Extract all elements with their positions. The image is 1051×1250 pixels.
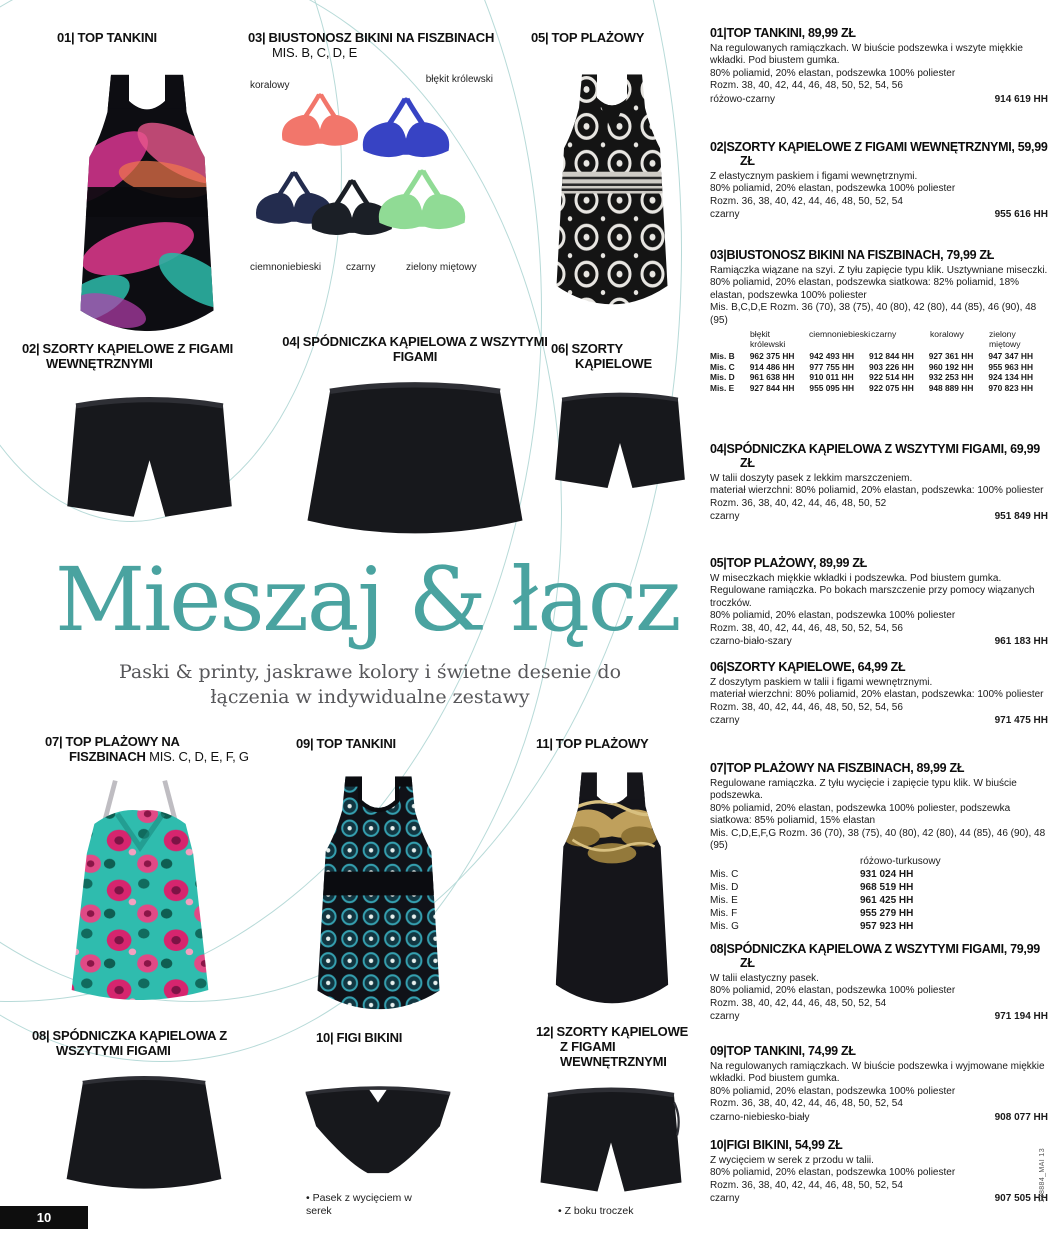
item-code: 960 192 HH xyxy=(928,361,974,372)
item-code: 948 889 HH xyxy=(928,382,974,393)
item-code: 977 755 HH xyxy=(809,361,855,372)
color-column-header: zielony miętowy xyxy=(989,329,1021,349)
item-code: 955 095 HH xyxy=(809,382,855,393)
detail-title: 10|FIGI BIKINI, 54,99 ZŁ xyxy=(710,1138,843,1152)
size-table-row xyxy=(710,383,1048,394)
product-label-11 xyxy=(536,736,696,751)
product-title: TOP PLAŻOWY xyxy=(551,30,645,45)
product-title: TOP PLAŻOWY NA FISZBINACH xyxy=(65,734,180,764)
product-title: BIUSTONOSZ BIKINI NA FISZBINACH xyxy=(268,30,495,45)
detail-text: Rozm. 36, 38, 40, 42, 44, 46, 48, 50, 52, 54 xyxy=(710,195,903,207)
cup-size-code-table xyxy=(710,855,1048,933)
product-figure-12 xyxy=(536,1024,696,1218)
item-code: 947 347 HH xyxy=(988,351,1034,362)
product-label-02 xyxy=(22,341,242,371)
detail-text: Regulowane ramiączka. Z tyłu wycięcie i zapięcie typu klik. W biuście podszewka. xyxy=(710,778,1017,802)
detail-item-06 xyxy=(710,660,1048,727)
color-code-row xyxy=(710,510,1048,523)
detail-item-01 xyxy=(710,26,1048,106)
item-code: 922 075 HH xyxy=(869,382,914,393)
item-code: 962 375 HH xyxy=(749,351,795,362)
product-label-09 xyxy=(296,736,468,751)
color-name: czarno-biało-szary xyxy=(710,636,792,648)
detail-title: 02|SZORTY KĄPIELOWE Z FIGAMI WEWNĘTRZNYMI, 59,99 ZŁ xyxy=(710,140,1048,168)
product-number: 08| xyxy=(32,1028,50,1043)
product-title: TOP PLAŻOWY xyxy=(555,736,649,751)
detail-text: W talii elastyczny pasek. xyxy=(710,973,819,984)
detail-text: W talii doszyty pasek z lekkim marszczeniem. xyxy=(710,473,913,484)
bikini-top-image-blekit-krolewski xyxy=(354,96,458,171)
product-label-10 xyxy=(316,1030,474,1045)
item-code: 942 493 HH xyxy=(809,351,855,362)
detail-title: 08|SPÓDNICZKA KĄPIELOWA Z WSZYTYMI FIGAMI, 79,99 ZŁ xyxy=(710,942,1040,970)
detail-text: W miseczkach miękkie wkładki i podszewka. Pod biustem gumka. Regulowane ramiączka. Po bokach marszczenie przy pomocy wiązanych troczków. xyxy=(710,573,1035,609)
detail-title: 07|TOP PLAŻOWY NA FISZBINACH, 89,99 ZŁ xyxy=(710,761,965,775)
product-number: 09| xyxy=(296,736,314,751)
color-code-row xyxy=(710,714,1048,727)
color-name: czarny xyxy=(710,1193,740,1205)
color-column-header: błękit królewski xyxy=(750,329,786,349)
bikini-top-image-zielony-mietowy xyxy=(370,168,474,243)
product-title: SPÓDNICZKA KĄPIELOWA Z WSZYTYMI FIGAMI xyxy=(302,334,548,364)
product-title: SZORTY KĄPIELOWE Z FIGAMI WEWNĘTRZNYMI xyxy=(556,1024,689,1069)
color-label-koralowy: koralowy xyxy=(250,80,290,91)
color-label-blekit-krolewski: błękit królewski xyxy=(425,74,493,85)
product-figure-02 xyxy=(22,341,242,523)
bikini-top-image-koralowy xyxy=(274,92,366,158)
color-code-row xyxy=(710,208,1048,221)
product-label-01 xyxy=(57,30,242,45)
item-code: 903 226 HH xyxy=(869,361,914,372)
product-number: 06| xyxy=(551,341,569,356)
color-name-header: różowo-turkusowy xyxy=(860,856,941,868)
swim-shorts-image xyxy=(62,385,237,523)
swim-skirt-image xyxy=(54,1070,234,1195)
color-name: czarno-niebiesko-biały xyxy=(710,1111,810,1123)
product-figure-09 xyxy=(296,736,468,1011)
item-code: 961 183 HH xyxy=(994,636,1048,648)
detail-text: 80% poliamid, 20% elastan, podszewka 100% poliester xyxy=(710,1085,956,1097)
item-code: 912 844 HH xyxy=(869,351,914,362)
item-code: 955 963 HH xyxy=(988,361,1034,372)
detail-title: 01|TOP TANKINI, 89,99 ZŁ xyxy=(710,26,856,40)
product-number: 03| xyxy=(248,30,266,45)
color-name: czarny xyxy=(710,1011,740,1023)
color-code-row xyxy=(710,1192,1048,1205)
detail-text: 80% poliamid, 20% elastan, podszewka 100% poliester, podszewka siatkowa: 85% poliamid, 15% elastan xyxy=(710,802,1011,827)
product-figure-06 xyxy=(551,341,696,493)
detail-title: 09|TOP TANKINI, 74,99 ZŁ xyxy=(710,1044,856,1058)
color-name: czarny xyxy=(710,715,740,727)
detail-text: Rozm. 36, 38, 40, 42, 44, 46, 48, 50, 52, 54 xyxy=(710,1179,903,1191)
product-number: 02| xyxy=(22,341,40,356)
color-code-row xyxy=(710,1010,1048,1023)
item-code: 914 619 HH xyxy=(994,93,1048,105)
item-code: 927 361 HH xyxy=(928,351,974,362)
item-code: 910 011 HH xyxy=(809,372,854,383)
item-code: 907 505 HH xyxy=(994,1193,1048,1205)
product-label-08 xyxy=(32,1028,244,1058)
cup-size-row xyxy=(710,920,1048,933)
color-column-header: czarny xyxy=(871,329,897,340)
swim-shorts-image xyxy=(536,1077,686,1197)
detail-text: Rozm. 36, 38, 40, 42, 44, 46, 48, 50, 52 xyxy=(710,497,887,509)
item-code: 955 279 HH xyxy=(860,908,914,920)
product-label-06 xyxy=(551,341,696,371)
product-sizes: MIS. C, D, E, F, G xyxy=(149,749,249,764)
item-code: 932 253 HH xyxy=(928,372,974,383)
product-figure-11 xyxy=(536,736,696,1005)
size-table-row xyxy=(710,372,1048,383)
detail-title: 06|SZORTY KĄPIELOWE, 64,99 ZŁ xyxy=(710,660,906,674)
item-code: 951 849 HH xyxy=(994,511,1048,523)
color-name: czarny xyxy=(710,511,740,523)
detail-item-05 xyxy=(710,556,1048,648)
detail-title: 04|SPÓDNICZKA KĄPIELOWA Z WSZYTYMI FIGAMI, 69,99 ZŁ xyxy=(710,442,1040,470)
detail-text: Mis. C,D,E,F,G Rozm. 36 (70), 38 (75), 40 (80), 42 (80), 44 (85), 46 (90), 48 (95) xyxy=(710,827,1046,852)
color-label-czarny: czarny xyxy=(346,262,376,273)
product-number: 10| xyxy=(316,1030,334,1045)
product-figure-01 xyxy=(57,30,242,333)
size-color-table-header xyxy=(710,330,1048,349)
item-code: 957 923 HH xyxy=(860,921,914,933)
size-table-row xyxy=(710,362,1048,373)
page-subtitle: Paski & printy, jaskrawe kolory i świetne desenie do łączenia w indywidualne zestawy xyxy=(118,661,622,708)
product-label-05 xyxy=(531,30,693,45)
bikini-color-cluster xyxy=(248,66,493,278)
detail-text: Rozm. 38, 40, 42, 44, 46, 48, 50, 52, 54, 56 xyxy=(710,701,903,713)
color-name: czarny xyxy=(710,209,740,221)
product-note-10: • Pasek z wycięciem w serek xyxy=(306,1192,412,1217)
detail-text: Ramiączka wiązane na szyi. Z tyłu zapięcie typu klik. Usztywniane miseczki. xyxy=(710,265,1048,276)
item-code: 961 638 HH xyxy=(749,372,795,383)
product-title: SPÓDNICZKA KĄPIELOWA Z WSZYTYMI FIGAMI xyxy=(52,1028,227,1058)
details-column xyxy=(710,0,1048,1250)
detail-title: 05|TOP PLAŻOWY, 89,99 ZŁ xyxy=(710,556,867,570)
item-code: 968 519 HH xyxy=(860,882,914,894)
detail-text: Z doszytym paskiem w talii i figami wewnętrznymi. xyxy=(710,677,933,688)
item-code: 971 475 HH xyxy=(994,715,1048,727)
tankini-palm-print-image xyxy=(57,71,237,333)
detail-text: Rozm. 38, 40, 42, 44, 46, 48, 50, 52, 54 xyxy=(710,997,887,1009)
item-code: 970 823 HH xyxy=(988,382,1034,393)
product-number: 01| xyxy=(57,30,75,45)
product-figure-07 xyxy=(45,734,250,1010)
product-title: TOP TANKINI xyxy=(316,736,396,751)
cup-size-label: Mis. D xyxy=(710,882,739,894)
page-number: 10 xyxy=(0,1206,88,1229)
size-color-table xyxy=(710,330,1048,393)
product-sizes: MIS. B, C, D, E xyxy=(272,45,358,60)
color-column-header: koralowy xyxy=(930,329,964,340)
item-code: 955 616 HH xyxy=(994,209,1048,221)
detail-item-03 xyxy=(710,248,1048,393)
beach-top-floral-image xyxy=(45,774,235,1010)
product-note-12: • Z boku troczek xyxy=(558,1205,634,1217)
detail-text: 80% poliamid, 20% elastan, podszewka 100% poliester xyxy=(710,1167,956,1179)
color-code-row xyxy=(710,93,1048,106)
product-figure-03 xyxy=(248,30,498,278)
detail-text: Na regulowanych ramiączkach. W biuście podszewka i wyjmowane miękkie wkładki. Pod biustem gumka. xyxy=(710,1061,1045,1085)
item-code: 922 514 HH xyxy=(869,372,914,383)
item-code: 931 024 HH xyxy=(860,869,914,881)
color-name: różowo-czarny xyxy=(710,93,776,105)
detail-text: Z wycięciem w serek z przodu w talii. xyxy=(710,1155,874,1166)
product-label-07 xyxy=(45,734,250,764)
item-code: 924 134 HH xyxy=(988,372,1034,383)
color-column-header: ciemnoniebieski xyxy=(809,329,871,340)
item-code: 971 194 HH xyxy=(994,1011,1048,1023)
cup-size-row xyxy=(710,894,1048,907)
product-title: SZORTY KĄPIELOWE xyxy=(571,341,652,371)
detail-text: 80% poliamid, 20% elastan, podszewka 100% poliester xyxy=(710,610,956,622)
detail-item-02 xyxy=(710,140,1048,221)
product-figure-04 xyxy=(281,334,549,542)
product-figure-08 xyxy=(32,1028,244,1195)
detail-title: 03|BIUSTONOSZ BIKINI NA FISZBINACH, 79,99 ZŁ xyxy=(710,248,995,262)
detail-text: Rozm. 38, 40, 42, 44, 46, 48, 50, 52, 54, 56 xyxy=(710,622,903,634)
detail-text: Rozm. 36, 38, 40, 42, 44, 46, 48, 50, 52, 54 xyxy=(710,1098,903,1110)
cup-size-label: Mis. D xyxy=(710,372,735,383)
cup-size-row xyxy=(710,881,1048,894)
detail-text: 80% poliamid, 20% elastan, podszewka siatkowa: 82% poliamid, 18% elastan, podszewka 100% poliester xyxy=(710,277,1020,301)
cup-size-row xyxy=(710,907,1048,920)
detail-text: 80% poliamid, 20% elastan, podszewka 100% poliester xyxy=(710,67,956,79)
item-code: 914 486 HH xyxy=(749,361,795,372)
beach-top-ornate-print-image xyxy=(537,71,687,306)
cup-size-row xyxy=(710,868,1048,881)
beach-top-gold-embroidery-image xyxy=(536,769,688,1005)
product-figure-10 xyxy=(292,1030,474,1218)
detail-item-10 xyxy=(710,1138,1048,1205)
swim-skirt-image xyxy=(290,374,540,542)
product-title: FIGI BIKINI xyxy=(336,1030,403,1045)
product-number: 05| xyxy=(531,30,549,45)
product-label-03 xyxy=(248,30,497,60)
cup-size-label: Mis. C xyxy=(710,361,735,372)
detail-item-09 xyxy=(710,1044,1048,1124)
product-number: 11| xyxy=(536,736,553,751)
product-title: SZORTY KĄPIELOWE Z FIGAMI WEWNĘTRZNYMI xyxy=(42,341,233,371)
cup-size-label: Mis. F xyxy=(710,908,738,920)
cup-size-label: Mis. B xyxy=(710,351,735,362)
detail-text: Mis. B,C,D,E Rozm. 36 (70), 38 (75), 40 (80), 42 (80), 44 (85), 46 (90), 48 (95) xyxy=(710,302,1037,326)
product-label-12 xyxy=(536,1024,696,1069)
item-code: 908 077 HH xyxy=(994,1111,1048,1123)
tankini-geometric-print-image xyxy=(296,773,461,1011)
detail-item-04 xyxy=(710,442,1048,523)
print-code: 138884_MAI 13 xyxy=(1039,1148,1046,1203)
product-figure-05 xyxy=(531,30,693,306)
detail-item-08 xyxy=(710,942,1048,1023)
cup-size-label: Mis. E xyxy=(710,382,735,393)
item-code: 961 425 HH xyxy=(860,895,914,907)
product-label-04 xyxy=(281,334,549,364)
detail-text: 80% poliamid, 20% elastan, podszewka 100% poliester xyxy=(710,985,956,997)
cup-size-label: Mis. G xyxy=(710,921,739,933)
cup-size-label: Mis. C xyxy=(710,869,739,881)
product-number: 12| xyxy=(536,1024,554,1039)
detail-text: Z elastycznym paskiem i figami wewnętrznymi. xyxy=(710,171,918,182)
bikini-briefs-image xyxy=(292,1079,464,1184)
detail-text: materiał wierzchni: 80% poliamid, 20% elastan, podszewka: 100% poliester xyxy=(710,689,1044,701)
product-number: 07| xyxy=(45,734,63,749)
detail-text: materiał wierzchni: 80% poliamid, 20% elastan, podszewka: 100% poliester xyxy=(710,485,1044,497)
swim-shorts-image xyxy=(551,383,689,493)
item-code: 927 844 HH xyxy=(749,382,795,393)
size-table-row xyxy=(710,351,1048,362)
product-title: TOP TANKINI xyxy=(77,30,157,45)
detail-text: 80% poliamid, 20% elastan, podszewka 100% poliester xyxy=(710,183,956,195)
color-code-row xyxy=(710,635,1048,648)
cup-size-label: Mis. E xyxy=(710,895,738,907)
color-label-ciemnoniebieski: ciemnoniebieski xyxy=(250,262,322,273)
detail-item-07 xyxy=(710,761,1048,933)
product-number: 04| xyxy=(282,334,300,349)
detail-text: Rozm. 38, 40, 42, 44, 46, 48, 50, 52, 54, 56 xyxy=(710,80,903,92)
color-label-zielony-mietowy: zielony miętowy xyxy=(406,262,477,273)
color-code-row xyxy=(710,1111,1048,1124)
page-headline: Mieszaj & łącz xyxy=(55,548,680,651)
detail-text: Na regulowanych ramiączkach. W biuście podszewka i wszyte miękkie wkładki. Pod biustem gumka. xyxy=(710,43,1023,67)
